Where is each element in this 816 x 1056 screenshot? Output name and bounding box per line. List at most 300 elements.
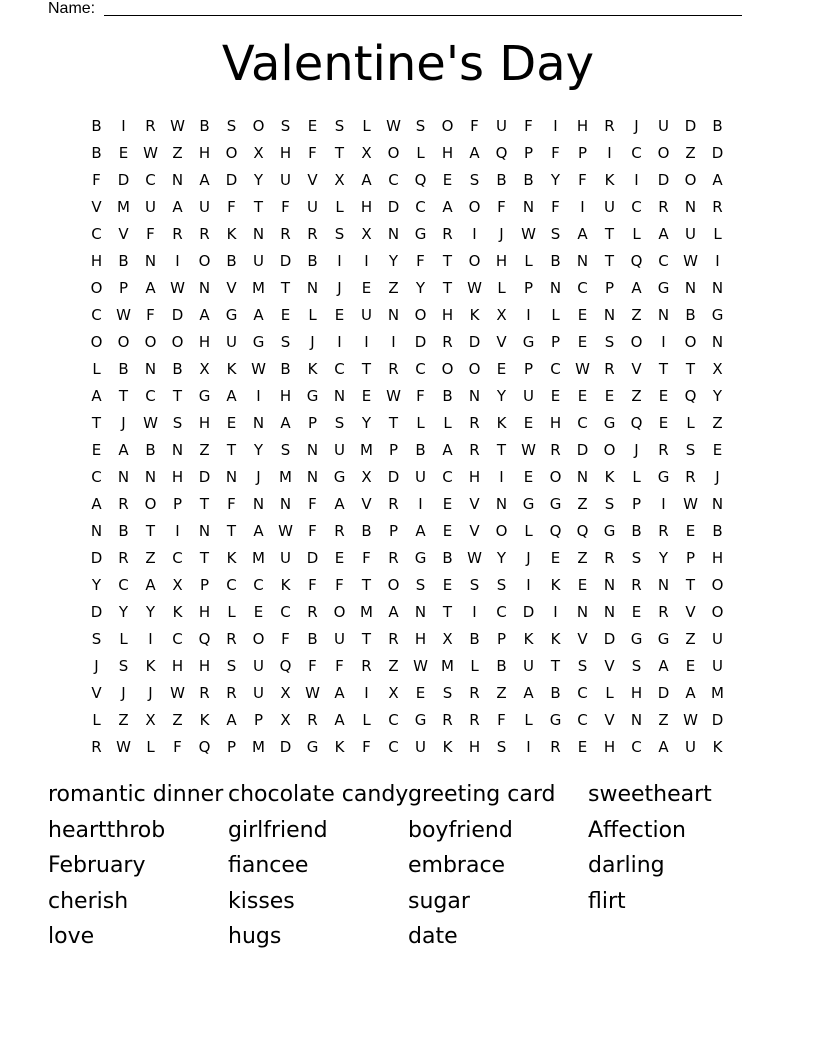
grid-letter: X bbox=[388, 683, 399, 702]
grid-letter: T bbox=[442, 602, 453, 621]
grid-letter: X bbox=[334, 170, 345, 189]
grid-letter: A bbox=[253, 305, 264, 324]
grid-letter: N bbox=[711, 332, 724, 351]
grid-letter: K bbox=[226, 548, 237, 567]
grid-letter: L bbox=[632, 224, 641, 243]
grid-letter: F bbox=[524, 116, 533, 135]
grid-letter: E bbox=[118, 143, 129, 162]
grid-letter: S bbox=[280, 116, 291, 135]
grid-letter: F bbox=[281, 629, 290, 648]
grid-letter: L bbox=[416, 143, 425, 162]
grid-letter: C bbox=[280, 602, 291, 621]
grid-letter: N bbox=[684, 197, 697, 216]
grid-letter: V bbox=[91, 197, 102, 216]
grid-letter: C bbox=[145, 170, 156, 189]
grid-letter: E bbox=[307, 116, 318, 135]
grid-letter: H bbox=[603, 737, 616, 756]
grid-letter: X bbox=[442, 629, 453, 648]
grid-letter: I bbox=[472, 602, 477, 621]
grid-letter: B bbox=[712, 116, 723, 135]
grid-letter: R bbox=[658, 440, 669, 459]
grid-letter: L bbox=[470, 656, 479, 675]
grid-letter: N bbox=[225, 467, 238, 486]
grid-letter: B bbox=[226, 251, 237, 270]
grid-letter: V bbox=[685, 602, 696, 621]
grid-letter: I bbox=[364, 251, 369, 270]
grid-letter: U bbox=[226, 332, 237, 351]
grid-letter: B bbox=[415, 440, 426, 459]
grid-letter: L bbox=[146, 737, 155, 756]
grid-letter: B bbox=[91, 143, 102, 162]
grid-letter: H bbox=[711, 548, 724, 567]
grid-letter: A bbox=[172, 197, 183, 216]
grid-letter: N bbox=[306, 440, 319, 459]
grid-letter: P bbox=[685, 548, 696, 567]
grid-letter: Y bbox=[91, 575, 102, 594]
grid-letter: R bbox=[658, 197, 669, 216]
word-list-item: greeting card bbox=[408, 782, 556, 807]
grid-letter: Q bbox=[414, 170, 427, 189]
grid-letter: C bbox=[577, 413, 588, 432]
grid-letter: T bbox=[658, 359, 669, 378]
grid-letter: T bbox=[226, 440, 237, 459]
grid-letter: F bbox=[308, 521, 317, 540]
grid-letter: R bbox=[685, 467, 696, 486]
grid-letter: C bbox=[577, 278, 588, 297]
grid-letter: M bbox=[360, 602, 373, 621]
grid-letter: D bbox=[711, 143, 724, 162]
grid-letter: N bbox=[252, 413, 265, 432]
grid-letter: U bbox=[415, 467, 426, 486]
grid-letter: E bbox=[577, 332, 588, 351]
grid-letter: T bbox=[550, 656, 561, 675]
grid-letter: D bbox=[657, 683, 670, 702]
grid-letter: N bbox=[576, 467, 589, 486]
grid-letter: A bbox=[118, 440, 129, 459]
grid-letter: Y bbox=[388, 251, 399, 270]
grid-letter: R bbox=[199, 683, 210, 702]
grid-letter: C bbox=[577, 710, 588, 729]
grid-letter: N bbox=[549, 278, 562, 297]
grid-letter: K bbox=[712, 737, 723, 756]
grid-letter: B bbox=[550, 683, 561, 702]
grid-letter: V bbox=[307, 170, 318, 189]
grid-letter: E bbox=[685, 521, 696, 540]
grid-letter: U bbox=[334, 440, 345, 459]
grid-letter: P bbox=[523, 278, 534, 297]
grid-letter: D bbox=[576, 440, 589, 459]
grid-letter: N bbox=[387, 224, 400, 243]
grid-letter: U bbox=[523, 656, 534, 675]
grid-letter: H bbox=[468, 467, 481, 486]
grid-letter: I bbox=[364, 332, 369, 351]
grid-letter: V bbox=[604, 710, 615, 729]
grid-letter: C bbox=[631, 143, 642, 162]
grid-letter: Y bbox=[658, 548, 669, 567]
grid-letter: E bbox=[550, 386, 561, 405]
grid-letter: T bbox=[361, 359, 372, 378]
grid-letter: G bbox=[414, 548, 427, 567]
grid-letter: H bbox=[198, 332, 211, 351]
grid-letter: Z bbox=[172, 143, 183, 162]
grid-letter: U bbox=[361, 305, 372, 324]
grid-letter: G bbox=[306, 737, 319, 756]
grid-letter: H bbox=[171, 656, 184, 675]
grid-letter: V bbox=[496, 332, 507, 351]
grid-letter: X bbox=[361, 467, 372, 486]
grid-letter: B bbox=[145, 440, 156, 459]
grid-letter: G bbox=[252, 332, 265, 351]
grid-letter: H bbox=[171, 467, 184, 486]
grid-letter: D bbox=[387, 197, 400, 216]
grid-letter: S bbox=[334, 116, 345, 135]
word-list bbox=[48, 777, 768, 955]
grid-letter: Q bbox=[684, 386, 697, 405]
grid-letter: B bbox=[496, 170, 507, 189]
grid-letter: R bbox=[118, 548, 129, 567]
grid-letter: S bbox=[469, 575, 480, 594]
grid-letter: X bbox=[280, 710, 291, 729]
grid-letter: Z bbox=[577, 494, 588, 513]
word-list-item: embrace bbox=[408, 853, 506, 878]
grid-letter: K bbox=[604, 467, 615, 486]
grid-letter: O bbox=[468, 251, 481, 270]
grid-letter: F bbox=[173, 737, 182, 756]
grid-letter: B bbox=[118, 251, 129, 270]
grid-letter: W bbox=[170, 116, 185, 135]
grid-letter: S bbox=[172, 413, 183, 432]
grid-letter: V bbox=[604, 656, 615, 675]
grid-letter: E bbox=[361, 278, 372, 297]
grid-letter: S bbox=[280, 332, 291, 351]
grid-letter: Z bbox=[685, 143, 696, 162]
grid-letter: A bbox=[91, 494, 102, 513]
grid-letter: B bbox=[118, 521, 129, 540]
grid-letter: K bbox=[604, 170, 615, 189]
grid-letter: R bbox=[307, 710, 318, 729]
grid-letter: B bbox=[199, 116, 210, 135]
grid-letter: V bbox=[631, 359, 642, 378]
grid-letter: I bbox=[391, 332, 396, 351]
grid-letter: J bbox=[499, 224, 504, 243]
grid-letter: T bbox=[361, 575, 372, 594]
grid-letter: Y bbox=[253, 170, 264, 189]
grid-letter: T bbox=[685, 575, 696, 594]
grid-letter: L bbox=[308, 305, 317, 324]
grid-letter: D bbox=[279, 737, 292, 756]
page-title: Valentine's Day bbox=[221, 36, 595, 92]
grid-letter: H bbox=[279, 386, 292, 405]
grid-letter: R bbox=[631, 575, 642, 594]
grid-letter: Z bbox=[172, 710, 183, 729]
grid-letter: N bbox=[711, 278, 724, 297]
grid-letter: D bbox=[684, 116, 697, 135]
grid-letter: A bbox=[685, 683, 696, 702]
grid-letter: D bbox=[198, 467, 211, 486]
grid-letter: T bbox=[118, 386, 129, 405]
grid-letter: Q bbox=[279, 656, 292, 675]
grid-letter: M bbox=[252, 737, 265, 756]
grid-letter: Z bbox=[631, 305, 642, 324]
grid-letter: A bbox=[577, 224, 588, 243]
grid-letter: E bbox=[280, 305, 291, 324]
grid-letter: I bbox=[607, 143, 612, 162]
grid-letter: O bbox=[441, 116, 454, 135]
grid-letter: I bbox=[148, 629, 153, 648]
grid-letter: L bbox=[335, 197, 344, 216]
grid-letter: F bbox=[416, 251, 425, 270]
grid-letter: T bbox=[604, 251, 615, 270]
grid-letter: B bbox=[361, 521, 372, 540]
grid-letter: E bbox=[604, 386, 615, 405]
grid-letter: N bbox=[144, 359, 157, 378]
grid-letter: A bbox=[334, 710, 345, 729]
grid-letter: Q bbox=[549, 521, 562, 540]
grid-letter: W bbox=[683, 710, 698, 729]
grid-letter: F bbox=[227, 197, 236, 216]
grid-letter: O bbox=[414, 305, 427, 324]
word-list-item: flirt bbox=[588, 888, 626, 914]
grid-letter: O bbox=[144, 494, 157, 513]
grid-letter: L bbox=[686, 413, 695, 432]
grid-letter: W bbox=[386, 116, 401, 135]
grid-letter: A bbox=[226, 386, 237, 405]
grid-letter: T bbox=[334, 143, 345, 162]
grid-letter: S bbox=[496, 737, 507, 756]
grid-letter: U bbox=[307, 197, 318, 216]
grid-letter: J bbox=[715, 467, 720, 486]
grid-letter: W bbox=[521, 440, 536, 459]
grid-letter: F bbox=[308, 575, 317, 594]
grid-letter: A bbox=[523, 683, 534, 702]
grid-letter: D bbox=[306, 548, 319, 567]
grid-letter: U bbox=[253, 251, 264, 270]
grid-letter: R bbox=[442, 224, 453, 243]
grid-letter: I bbox=[526, 305, 531, 324]
grid-letter: T bbox=[604, 224, 615, 243]
grid-letter: R bbox=[226, 629, 237, 648]
grid-letter: H bbox=[441, 143, 454, 162]
grid-letter: O bbox=[387, 143, 400, 162]
grid-letter: R bbox=[442, 710, 453, 729]
grid-letter: W bbox=[170, 278, 185, 297]
grid-letter: E bbox=[658, 413, 669, 432]
grid-letter: T bbox=[226, 521, 237, 540]
grid-letter: X bbox=[145, 710, 156, 729]
grid-letter: T bbox=[145, 521, 156, 540]
grid-letter: L bbox=[497, 278, 506, 297]
grid-letter: R bbox=[469, 683, 480, 702]
grid-letter: K bbox=[496, 413, 507, 432]
grid-letter: A bbox=[415, 521, 426, 540]
grid-letter: C bbox=[388, 170, 399, 189]
grid-letter: C bbox=[550, 359, 561, 378]
grid-letter: V bbox=[118, 224, 129, 243]
grid-letter: J bbox=[634, 440, 639, 459]
grid-letter: A bbox=[199, 170, 210, 189]
grid-letter: Q bbox=[198, 629, 211, 648]
grid-letter: Z bbox=[388, 656, 399, 675]
grid-letter: A bbox=[280, 413, 291, 432]
grid-letter: B bbox=[172, 359, 183, 378]
grid-letter: L bbox=[362, 710, 371, 729]
grid-letter: B bbox=[523, 170, 534, 189]
grid-letter: Y bbox=[145, 602, 156, 621]
grid-letter: R bbox=[199, 224, 210, 243]
grid-letter: E bbox=[631, 602, 642, 621]
grid-letter: A bbox=[658, 224, 669, 243]
grid-letter: O bbox=[171, 332, 184, 351]
grid-letter: P bbox=[550, 332, 561, 351]
grid-letter: P bbox=[496, 629, 507, 648]
grid-letter: O bbox=[711, 602, 724, 621]
grid-letter: I bbox=[175, 251, 180, 270]
grid-letter: H bbox=[198, 413, 211, 432]
grid-letter: R bbox=[550, 737, 561, 756]
grid-letter: X bbox=[172, 575, 183, 594]
grid-letter: F bbox=[362, 737, 371, 756]
grid-letter: Q bbox=[630, 251, 643, 270]
grid-letter: K bbox=[226, 359, 237, 378]
grid-letter: N bbox=[198, 521, 211, 540]
grid-letter: J bbox=[256, 467, 261, 486]
grid-letter: B bbox=[550, 251, 561, 270]
grid-letter: G bbox=[657, 467, 670, 486]
grid-letter: F bbox=[470, 116, 479, 135]
grid-letter: F bbox=[146, 224, 155, 243]
grid-letter: P bbox=[388, 440, 399, 459]
grid-letter: C bbox=[496, 602, 507, 621]
grid-letter: S bbox=[280, 440, 291, 459]
word-list-item: sweetheart bbox=[588, 782, 712, 807]
grid-letter: K bbox=[334, 737, 345, 756]
grid-letter: J bbox=[634, 116, 639, 135]
grid-letter: A bbox=[145, 278, 156, 297]
grid-letter: N bbox=[657, 575, 670, 594]
grid-letter: G bbox=[333, 467, 346, 486]
grid-letter: F bbox=[308, 656, 317, 675]
grid-letter: J bbox=[121, 413, 126, 432]
grid-letter: N bbox=[171, 170, 184, 189]
grid-letter: P bbox=[523, 359, 534, 378]
grid-letter: H bbox=[441, 305, 454, 324]
grid-letter: I bbox=[553, 116, 558, 135]
grid-letter: Z bbox=[577, 548, 588, 567]
word-list-item: hugs bbox=[228, 924, 282, 949]
grid-letter: U bbox=[280, 548, 291, 567]
grid-letter: N bbox=[603, 305, 616, 324]
grid-letter: U bbox=[496, 116, 507, 135]
grid-letter: Q bbox=[495, 143, 508, 162]
word-list-item: Affection bbox=[588, 817, 686, 843]
grid-letter: F bbox=[335, 575, 344, 594]
grid-letter: T bbox=[199, 548, 210, 567]
grid-letter: B bbox=[280, 359, 291, 378]
grid-letter: E bbox=[253, 602, 264, 621]
grid-letter: K bbox=[172, 602, 183, 621]
grid-letter: E bbox=[577, 305, 588, 324]
grid-letter: F bbox=[578, 170, 587, 189]
grid-letter: I bbox=[553, 602, 558, 621]
grid-letter: I bbox=[661, 494, 666, 513]
grid-letter: X bbox=[199, 359, 210, 378]
grid-letter: S bbox=[631, 548, 642, 567]
grid-letter: P bbox=[604, 278, 615, 297]
grid-letter: R bbox=[469, 710, 480, 729]
grid-letter: O bbox=[144, 332, 157, 351]
grid-letter: U bbox=[685, 224, 696, 243]
grid-letter: F bbox=[551, 197, 560, 216]
grid-letter: C bbox=[631, 737, 642, 756]
grid-letter: C bbox=[91, 224, 102, 243]
grid-letter: Q bbox=[576, 521, 589, 540]
grid-letter: Q bbox=[198, 737, 211, 756]
grid-letter: O bbox=[90, 278, 103, 297]
grid-letter: W bbox=[116, 305, 131, 324]
grid-letter: E bbox=[577, 575, 588, 594]
grid-letter: N bbox=[495, 494, 508, 513]
grid-letter: R bbox=[280, 224, 291, 243]
grid-letter: C bbox=[388, 710, 399, 729]
grid-letter: T bbox=[442, 251, 453, 270]
grid-letter: S bbox=[91, 629, 102, 648]
grid-letter: I bbox=[580, 197, 585, 216]
grid-letter: W bbox=[143, 413, 158, 432]
grid-letter: D bbox=[603, 629, 616, 648]
grid-letter: D bbox=[468, 332, 481, 351]
grid-letter: A bbox=[658, 656, 669, 675]
grid-letter: L bbox=[92, 359, 101, 378]
grid-letter: A bbox=[361, 170, 372, 189]
grid-letter: G bbox=[711, 305, 724, 324]
grid-letter: R bbox=[118, 494, 129, 513]
grid-letter: S bbox=[226, 116, 237, 135]
grid-letter: P bbox=[307, 413, 318, 432]
grid-letter: N bbox=[252, 224, 265, 243]
grid-letter: I bbox=[337, 251, 342, 270]
grid-letter: Y bbox=[118, 602, 129, 621]
grid-letter: U bbox=[145, 197, 156, 216]
grid-letter: J bbox=[148, 683, 153, 702]
grid-letter: S bbox=[604, 494, 615, 513]
grid-letter: W bbox=[683, 494, 698, 513]
grid-letter: R bbox=[388, 548, 399, 567]
grid-letter: Z bbox=[145, 548, 156, 567]
grid-letter: R bbox=[469, 440, 480, 459]
grid-letter: A bbox=[712, 170, 723, 189]
grid-letter: I bbox=[715, 251, 720, 270]
grid-letter: C bbox=[577, 683, 588, 702]
grid-letter: H bbox=[198, 656, 211, 675]
grid-letter: J bbox=[526, 548, 531, 567]
grid-letter: S bbox=[415, 575, 426, 594]
grid-letter: S bbox=[442, 683, 453, 702]
grid-letter: N bbox=[522, 197, 535, 216]
grid-letter: H bbox=[198, 602, 211, 621]
grid-letter: I bbox=[472, 224, 477, 243]
grid-letter: M bbox=[711, 683, 724, 702]
grid-letter: T bbox=[172, 386, 183, 405]
grid-letter: A bbox=[469, 143, 480, 162]
grid-letter: V bbox=[361, 494, 372, 513]
grid-letter: M bbox=[360, 440, 373, 459]
grid-letter: S bbox=[631, 656, 642, 675]
grid-letter: C bbox=[145, 386, 156, 405]
grid-letter: A bbox=[388, 602, 399, 621]
grid-letter: N bbox=[603, 602, 616, 621]
grid-letter: F bbox=[281, 197, 290, 216]
grid-letter: K bbox=[550, 629, 561, 648]
